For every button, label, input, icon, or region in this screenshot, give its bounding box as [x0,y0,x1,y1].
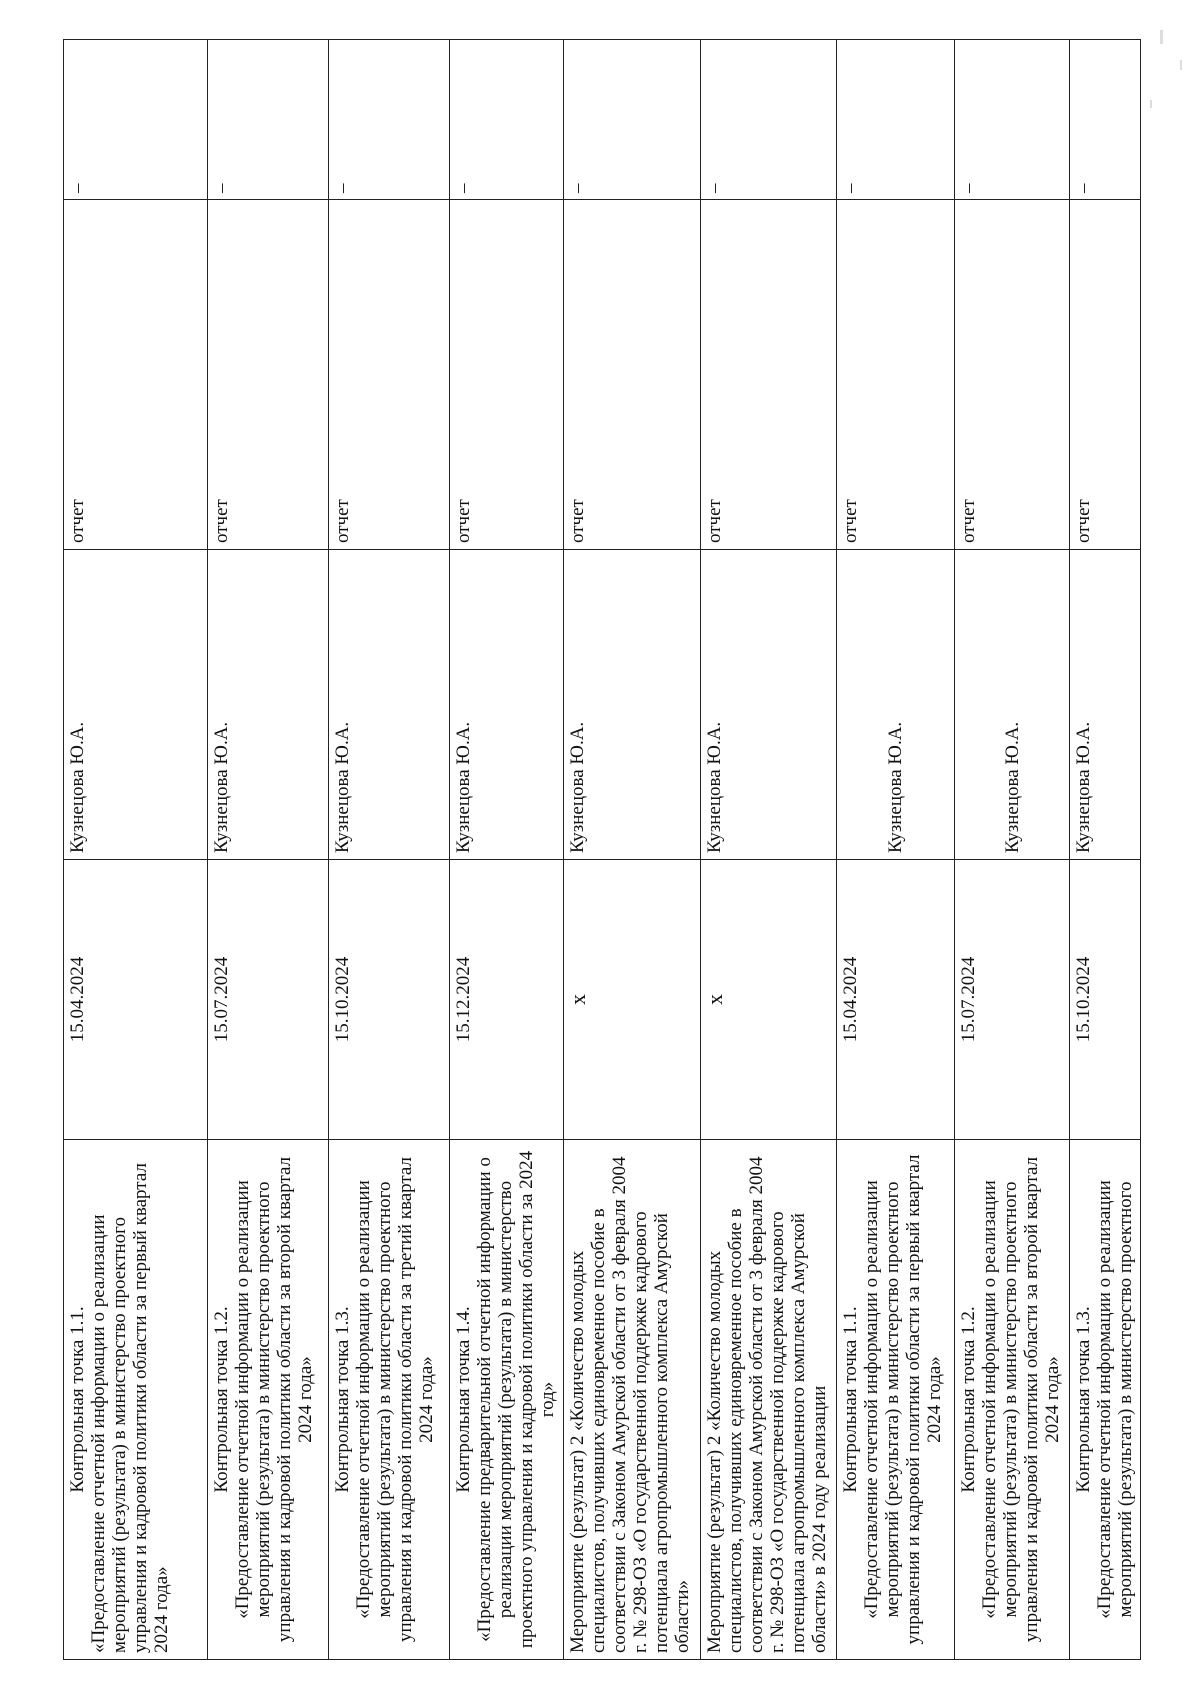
row-description [1069,1140,1140,1660]
row-note: – [837,40,955,200]
control-point-title: Контрольная точка 1.3. [1072,1306,1094,1493]
row-date: 15.04.2024 [837,860,955,1140]
row-date: 15.10.2024 [1069,860,1140,1140]
row-document-type: отчет [954,200,1069,550]
scan-artifact [1180,60,1182,70]
table-row [64,40,208,1660]
row-description [954,1140,1069,1660]
table-row [207,40,328,1660]
row-document-type: отчет [64,200,208,550]
row-date [700,860,836,1140]
scan-artifact [1150,100,1152,108]
row-note: – [1069,40,1140,200]
activity-text: Мероприятие (результат) 2 «Количество молодых специалистов, получивших единовременное пособие в соответствии с Законом Амурской области от 3 февраля 2004 г. № 298-ОЗ «О государственной поддержке кадрового потенциала агропромышленного комплекса Амурской области» [567,1156,694,1653]
control-point-text: «Предоставление отчетной информации о реализации мероприятий (результата) в министерство проектного [1093,1180,1136,1619]
row-responsible: Кузнецова Ю.А. [954,550,1069,860]
activity-text: Мероприятие (результат) 2 «Количество молодых специалистов, получивших единовременное пособие в соответствии с Законом Амурской области от 3 февраля 2004 г. № 298-ОЗ «О государственной поддержке кадрового потенциала агропромышленного комплекса Амурской области» в 2024 году реализации [703,1156,830,1653]
table-row [328,40,449,1660]
table-row [564,40,700,1660]
row-date-mark: x [565,994,591,1005]
row-note: – [954,40,1069,200]
table-row [1069,40,1140,1660]
row-note: – [328,40,449,200]
row-responsible: Кузнецова Ю.А. [328,550,449,860]
control-point-title: Контрольная точка 1.2. [210,1306,232,1493]
row-description [328,1140,449,1660]
row-note: – [449,40,564,200]
row-note: – [64,40,208,200]
row-date-mark: x [701,994,727,1005]
row-date: 15.04.2024 [64,860,208,1140]
row-date: 15.07.2024 [954,860,1069,1140]
row-description [837,1140,955,1660]
row-document-type: отчет [328,200,449,550]
table-row [700,40,836,1660]
row-date: 15.10.2024 [328,860,449,1140]
row-date: 15.07.2024 [207,860,328,1140]
control-point-title: Контрольная точка 1.4. [452,1306,474,1493]
row-description [700,1140,836,1660]
row-responsible: Кузнецова Ю.А. [837,550,955,860]
row-responsible: Кузнецова Ю.А. [449,550,564,860]
row-description [449,1140,564,1660]
row-document-type: отчет [449,200,564,550]
control-point-text: «Предоставление отчетной информации о реализации мероприятий (результата) в министерство проектного управления и кадровой политики области за второй квартал 2024 года» [978,1156,1063,1643]
row-responsible: Кузнецова Ю.А. [564,550,700,860]
row-description [207,1140,328,1660]
control-point-text: «Предоставление отчетной информации о реализации мероприятий (результата) в министерство проектного управления и кадровой политики области за первый квартал 2024 года» [861,1154,946,1645]
control-point-title: Контрольная точка 1.1. [67,1306,88,1493]
row-responsible: Кузнецова Ю.А. [64,550,208,860]
row-date [564,860,700,1140]
scan-artifact [1160,30,1163,44]
table-row [837,40,955,1660]
row-responsible: Кузнецова Ю.А. [1069,550,1140,860]
row-date: 15.12.2024 [449,860,564,1140]
row-note: – [207,40,328,200]
row-document-type: отчет [564,200,700,550]
rotated-page-content [63,40,1141,1660]
control-point-text: «Предоставление отчетной информации о реализации мероприятий (результата) в министерство проектного управления и кадровой политики области за первый квартал 2024 года» [88,1163,172,1653]
control-point-title: Контрольная точка 1.2. [957,1306,979,1493]
row-document-type: отчет [1069,200,1140,550]
row-note: – [564,40,700,200]
row-document-type: отчет [700,200,836,550]
control-point-text: «Предоставление отчетной информации о реализации мероприятий (результата) в министерство проектного управления и кадровой политики области за третий квартал 2024 года» [352,1156,437,1643]
row-document-type: отчет [837,200,955,550]
control-points-table [63,39,1141,1660]
control-point-text: «Предоставление отчетной информации о реализации мероприятий (результата) в министерство проектного управления и кадровой политики области за второй квартал 2024 года» [231,1156,316,1643]
table-row [954,40,1069,1660]
row-description [564,1140,700,1660]
row-note: – [700,40,836,200]
row-responsible: Кузнецова Ю.А. [700,550,836,860]
table-row [449,40,564,1660]
row-description [64,1140,208,1660]
control-point-title: Контрольная точка 1.1. [840,1306,862,1493]
row-document-type: отчет [207,200,328,550]
control-point-title: Контрольная точка 1.3. [331,1306,353,1493]
control-point-text: «Предоставление предварительной отчетной информации о реализации мероприятий (результата) в министерство проектного управления и кадровой политики области за 2024 год» [473,1150,558,1649]
row-responsible: Кузнецова Ю.А. [207,550,328,860]
